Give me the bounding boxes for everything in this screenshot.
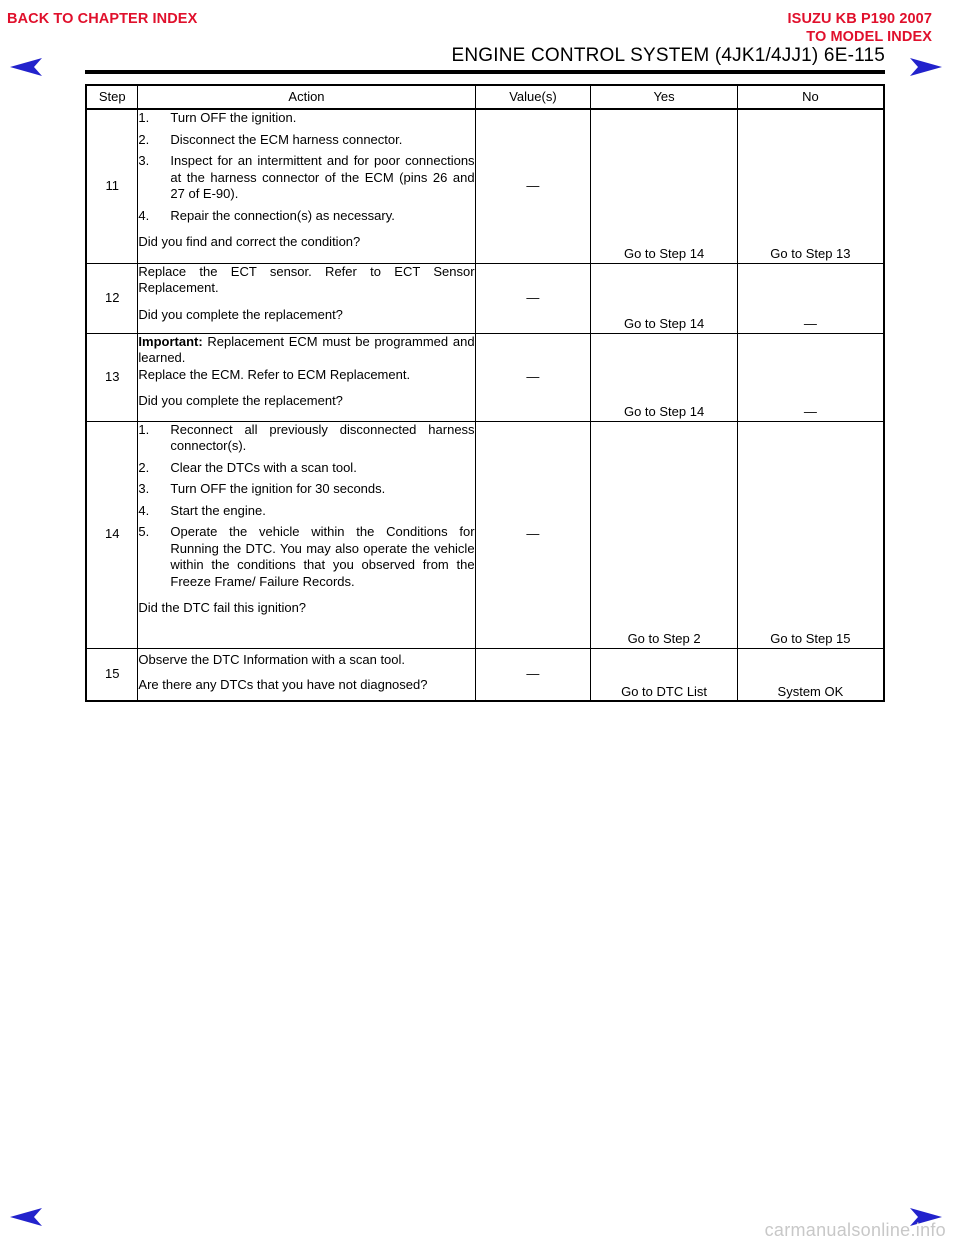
action-cell — [138, 109, 475, 263]
to-model-index-link[interactable]: TO MODEL INDEX — [806, 29, 932, 45]
list-item: 1. Turn OFF the ignition. — [138, 110, 297, 125]
list-item: 2. Clear the DTCs with a scan tool. — [138, 459, 357, 475]
action-cell — [138, 648, 475, 701]
table-row — [86, 263, 884, 333]
step-number: 11 — [86, 109, 138, 263]
action-text: Replace the ECT sensor. Refer to ECT Sensor Replacement. — [138, 263, 475, 295]
list-item: 1. Reconnect all previously disconnected harness connector(s). — [138, 421, 475, 453]
important-label: Important: — [138, 333, 203, 349]
table-row — [86, 109, 884, 263]
action-question: Did the DTC fail this ignition? — [138, 600, 307, 615]
header-values: Value(s) — [475, 85, 591, 109]
list-item: 3. Turn OFF the ignition for 30 seconds. — [138, 481, 386, 496]
no-cell: Go to Step 15 — [737, 421, 884, 648]
action-text: Replace the ECM. Refer to ECM Replacement. — [138, 366, 411, 382]
table-row — [86, 333, 884, 421]
value-cell: — — [475, 333, 591, 421]
action-question: Did you complete the replacement? — [138, 393, 343, 408]
watermark: carmanualsonline.info — [764, 1220, 946, 1240]
arrow-right-icon[interactable] — [908, 56, 944, 78]
table-row — [86, 648, 884, 701]
list-item: 3. Inspect for an intermittent and for poor connections at the harness connector of the ECM (pins 26 and 27 of E-90). — [138, 153, 475, 201]
step-number: 15 — [86, 648, 138, 701]
table-row — [86, 421, 884, 648]
yes-cell: Go to Step 14 — [591, 263, 738, 333]
model-title-link[interactable]: ISUZU KB P190 2007 — [787, 11, 932, 27]
action-question: Did you complete the replacement? — [138, 306, 343, 322]
important-note — [138, 334, 474, 367]
back-to-chapter-index-link[interactable]: BACK TO CHAPTER INDEX — [7, 11, 198, 27]
step-number: 13 — [86, 333, 138, 421]
list-item: 4. Start the engine. — [138, 502, 266, 518]
header-step: Step — [86, 85, 138, 109]
action-question: Did you find and correct the condition? — [138, 234, 361, 249]
list-item: 4. Repair the connection(s) as necessary. — [138, 207, 395, 223]
header-rule — [85, 70, 885, 74]
no-cell: System OK — [737, 648, 884, 701]
list-item: 2. Disconnect the ECM harness connector. — [138, 131, 403, 147]
arrow-left-icon[interactable] — [8, 56, 44, 78]
action-text: Observe the DTC Information with a scan tool. — [138, 651, 406, 667]
action-cell — [138, 333, 475, 421]
yes-cell: Go to DTC List — [591, 648, 738, 701]
header-action: Action — [138, 85, 475, 109]
page-header: ENGINE CONTROL SYSTEM (4JK1/4JJ1) 6E-115 — [451, 45, 885, 66]
list-item: 5. Operate the vehicle within the Conditions for Running the DTC. You may also operate the vehicle within the conditions that you observed from the Freeze Frame/ Failure Records. — [138, 524, 475, 589]
yes-cell: Go to Step 2 — [591, 421, 738, 648]
action-question: Are there any DTCs that you have not diagnosed? — [138, 677, 428, 692]
table-header-row — [86, 85, 884, 109]
no-cell: — — [737, 333, 884, 421]
value-cell: — — [475, 648, 591, 701]
value-cell: — — [475, 421, 591, 648]
yes-cell: Go to Step 14 — [591, 109, 738, 263]
action-list — [138, 422, 474, 591]
step-number: 12 — [86, 263, 138, 333]
header-no: No — [737, 85, 884, 109]
no-cell: Go to Step 13 — [737, 109, 884, 263]
action-list — [138, 110, 474, 224]
no-cell: — — [737, 263, 884, 333]
header-yes: Yes — [591, 85, 738, 109]
diagnostic-table — [85, 84, 885, 702]
action-cell — [138, 421, 475, 648]
value-cell: — — [475, 263, 591, 333]
arrow-left-icon[interactable] — [8, 1206, 44, 1228]
action-cell — [138, 263, 475, 333]
important-text: Replacement ECM must be programmed and learned. — [138, 333, 475, 365]
value-cell: — — [475, 109, 591, 263]
yes-cell: Go to Step 14 — [591, 333, 738, 421]
step-number: 14 — [86, 421, 138, 648]
